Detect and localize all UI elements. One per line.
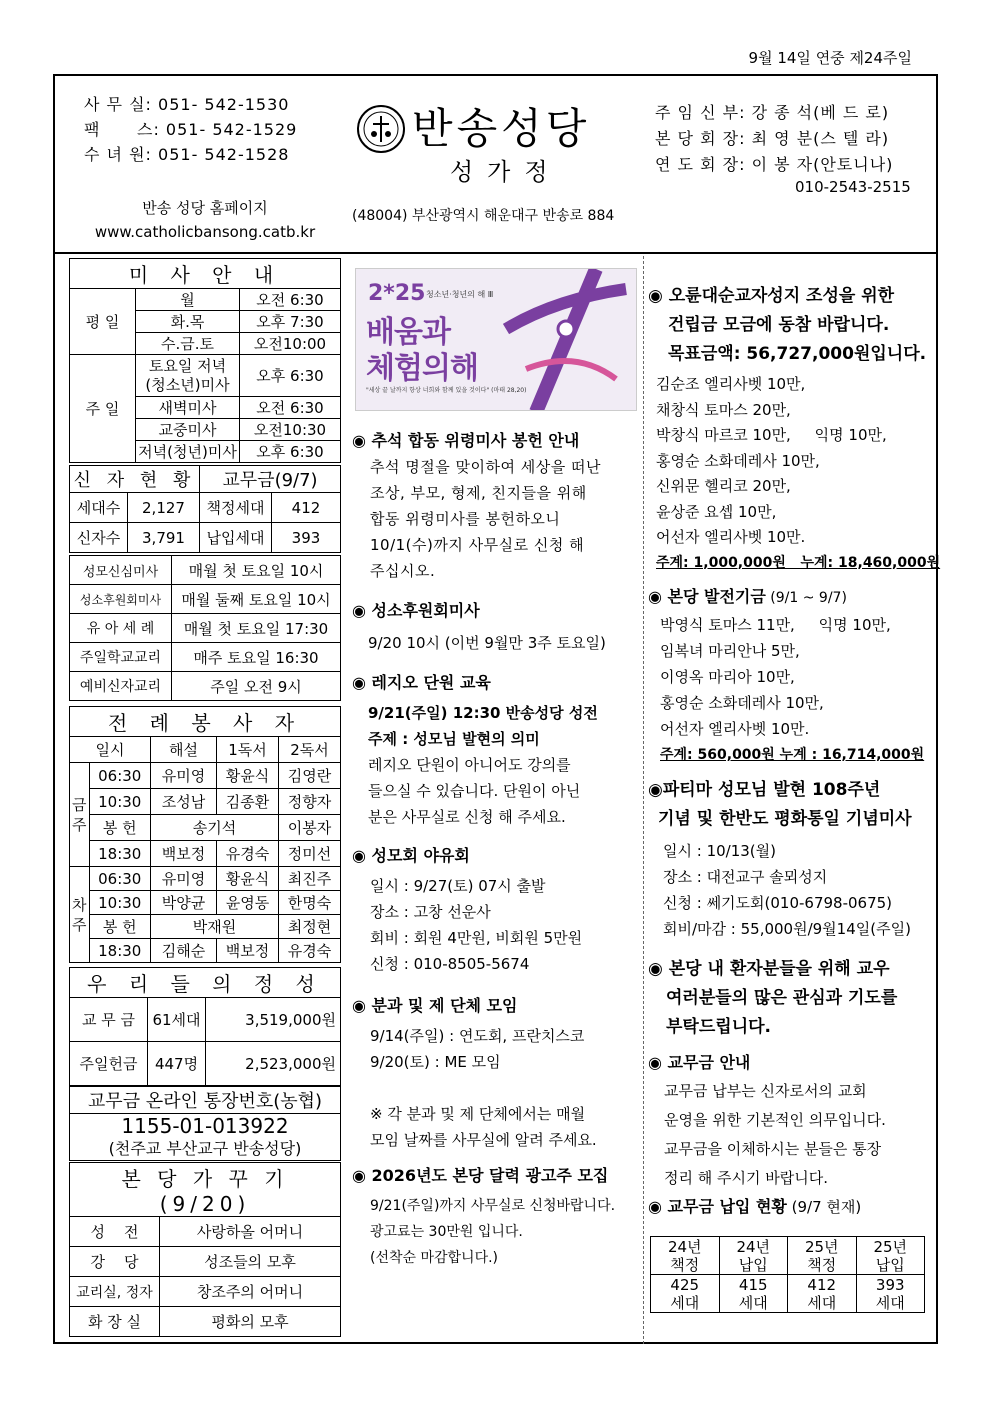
offering-count: 61세대 [148, 998, 206, 1042]
server-name: 박양균 [151, 891, 217, 915]
notice-body: 교무금 납부는 신자로서의 교회 운영을 위한 기본적인 의무입니다. 교무금을 이체하시는 분들은 통장 정리 해 주시기 바랍니다. [664, 1082, 886, 1187]
members-value: 412 [272, 493, 341, 523]
mass-title: 미 사 안 내 [70, 259, 341, 289]
server-name: 정향자 [279, 789, 341, 815]
notice-head: ◉ 본당 발전기금 [648, 587, 766, 606]
notice-head: ◉ 교무금 납입 현황 [648, 1197, 787, 1216]
week-label: 금 주 [70, 763, 90, 867]
notice-martyr-shrine [648, 282, 934, 369]
parish-title: 반송성당 [412, 104, 591, 153]
contact-fax: 팩 스: 051- 542-1529 [84, 120, 298, 139]
members-label: 세대수 [70, 493, 128, 523]
server-name: 유미영 [151, 763, 217, 789]
homepage-url[interactable]: www.catholicbansong.catb.kr [94, 223, 316, 241]
notice-head: ◉ 2026년도 본당 달력 광고주 모집 [352, 1166, 609, 1185]
staff-phone: 010-2543-2515 [795, 178, 911, 196]
server-time: 10:30 [89, 891, 151, 915]
servers-header: 1독서 [217, 737, 279, 763]
mass-day: 새벽미사 [136, 397, 240, 419]
server-name: 유미영 [151, 867, 217, 891]
schedule-name: 성소후원회미사 [70, 585, 172, 614]
mass-time: 오후 7:30 [240, 311, 341, 333]
dues-title: 교무금(9/7) [200, 466, 341, 493]
server-name: 최정현 [279, 915, 341, 939]
mass-day: 화.목 [136, 311, 240, 333]
notice-head: 건립금 모금에 동참 바랍니다. [668, 315, 890, 335]
dues-status-header: 24년 납입 [719, 1237, 788, 1275]
notice-body: 추석 명절을 맞이하여 세상을 떠난 조상, 부모, 형제, 친지들을 위해 합동 위령미사를 봉헌하오니 10/1(수)까지 사무실로 신청 해 주십시오. [370, 458, 601, 580]
members-value: 3,791 [128, 523, 200, 553]
offering-name: 주일헌금 [70, 1042, 148, 1086]
notice-vocation [352, 598, 638, 656]
notice-body: 9/20 10시 (이번 9월만 3주 토요일) [368, 634, 606, 652]
servers-header: 해설 [151, 737, 217, 763]
dev-total: 주계: 560,000원 누계 : 16,714,000원 [660, 747, 925, 763]
banner-footer: "세상 끝 날까지 항상 너희와 함께 있을 것이다" (마태 28,20) [366, 387, 527, 394]
notice-head: ◉ 성소후원회미사 [352, 601, 480, 620]
server-time: 18:30 [89, 841, 151, 867]
mass-time: 오전 6:30 [240, 289, 341, 311]
bank-holder: (천주교 부산교구 반송성당) [70, 1138, 341, 1161]
members-label: 납입세대 [200, 523, 272, 553]
server-name: 백보정 [151, 841, 217, 867]
notice-head: ◉ 성모회 야유회 [352, 846, 470, 865]
notice-fatima [648, 776, 934, 834]
notice-dues-info [648, 1048, 934, 1193]
notice-body: 9/14(주일) : 연도회, 프란치스코 9/20(토) : ME 모임 ※ 각 분과 및 제 단체에서는 매월 모임 날짜를 사무실에 알려 주세요. [370, 1027, 597, 1149]
server-name: 정미선 [279, 841, 341, 867]
notice-body: 9/21(주일)까지 사무실로 신청바랍니다. 광고료는 30만원 입니다. (선착순 마감합니다.) [370, 1198, 616, 1266]
homepage-block [70, 196, 340, 244]
members-value: 393 [272, 523, 341, 553]
offering-name: 교 무 금 [70, 998, 148, 1042]
server-name: 이봉자 [279, 815, 341, 841]
notice-head: ◉ 교무금 안내 [648, 1053, 751, 1072]
members-table [69, 465, 341, 553]
notice-head: ◉ 추석 합동 위령미사 봉헌 안내 [352, 431, 580, 450]
decor-group: 평화의 모후 [160, 1307, 341, 1337]
server-time: 봉 헌 [89, 815, 151, 841]
schedule-when: 주일 오전 9시 [172, 672, 341, 701]
server-name: 박재원 [151, 915, 279, 939]
dues-status-table [650, 1236, 925, 1313]
server-time: 18:30 [89, 939, 151, 963]
mass-time: 오후 6:30 [240, 355, 341, 397]
notice-head: 부탁드립니다. [666, 1017, 771, 1037]
dues-status-header: 25년 납입 [856, 1237, 925, 1275]
server-name: 황윤식 [217, 867, 279, 891]
offering-table [69, 967, 341, 1086]
dues-status-header: 25년 책정 [788, 1237, 857, 1275]
server-time: 10:30 [89, 789, 151, 815]
servers-header: 일시 [70, 737, 151, 763]
members-title: 신 자 현 황 [70, 466, 200, 493]
server-name: 조성남 [151, 789, 217, 815]
mass-time: 오전10:30 [240, 419, 341, 441]
header-divider [53, 252, 938, 254]
martyr-donors: 김순조 엘리사벳 10만, 채창식 토마스 20만, 박창식 마르코 10만, 익명 10만, 홍영순 소화데레사 10만, 신위문 헬리코 20만, 윤상준 요셉 10만, 어선자 엘리사벳 10만. 주계: 1,000,000원 누계: 18,460,000원 [656, 372, 942, 576]
decor-place: 성 전 [70, 1217, 160, 1247]
server-name: 최진주 [279, 867, 341, 891]
bank-table [69, 1086, 341, 1161]
contact-convent: 수 녀 원: 051- 542-1528 [84, 145, 290, 164]
martyr-total: 주계: 1,000,000원 누계: 18,460,000원 [656, 554, 941, 571]
banner-small: 청소년·청년의 해 Ⅲ [426, 290, 494, 299]
staff-president: 본 당 회 장: 최 영 분(스 텔 라) [655, 129, 890, 148]
banner-line2: 체험의해 [366, 351, 478, 386]
notice-head: ◉파티마 성모님 발현 108주년 [648, 780, 881, 800]
server-name: 송기석 [151, 815, 279, 841]
members-value: 2,127 [128, 493, 200, 523]
staff-list [655, 100, 935, 178]
banner-line1: 배움과 [366, 315, 450, 350]
notice-calendar [352, 1163, 638, 1271]
notice-legio [352, 670, 638, 830]
bank-number: 1155-01-013922 [70, 1114, 341, 1139]
dues-status-value: 425 세대 [651, 1275, 720, 1313]
mass-day: 토요일 저녁 (청소년)미사 [136, 355, 240, 397]
bank-title: 교무금 온라인 통장번호(농협) [70, 1087, 341, 1114]
contact-office: 사 무 실: 051- 542-1530 [84, 95, 290, 114]
dues-status-header: 24년 책정 [651, 1237, 720, 1275]
mass-table [69, 258, 341, 463]
parish-address: (48004) 부산광역시 해운대구 반송로 884 [352, 208, 615, 224]
notice-chuseok [352, 428, 638, 584]
server-time: 06:30 [89, 867, 151, 891]
notice-dues-status: ◉ 교무금 납입 현황 (9/7 현재) [648, 1197, 862, 1216]
decor-table [69, 1162, 341, 1337]
server-name: 김영란 [279, 763, 341, 789]
server-name: 김종환 [217, 789, 279, 815]
contact-list [84, 92, 324, 167]
server-name: 한명숙 [279, 891, 341, 915]
dues-status-value: 415 세대 [719, 1275, 788, 1313]
staff-yeondo: 연 도 회 장: 이 봉 자(안토니나) [655, 155, 894, 174]
sunday-label: 주 일 [70, 355, 136, 463]
dues-status-value: 393 세대 [856, 1275, 925, 1313]
server-name: 유경숙 [279, 939, 341, 963]
notice-mothers [352, 843, 638, 977]
date-line: 9월 14일 연중 제24주일 [748, 49, 912, 67]
homepage-label: 반송 성당 홈페이지 [142, 199, 268, 217]
mass-day: 저녁(청년)미사 [136, 441, 240, 463]
staff-pastor: 주 임 신 부: 강 종 석(베 드 로) [655, 103, 890, 122]
parish-subtitle: 성가정 [450, 158, 562, 186]
server-name: 황윤식 [217, 763, 279, 789]
mass-time: 오전 6:30 [240, 397, 341, 419]
decor-group: 사랑하올 어머니 [160, 1217, 341, 1247]
notice-head: 목표금액: 56,727,000원입니다. [668, 344, 927, 364]
weekday-label: 평 일 [70, 289, 136, 355]
decor-place: 화 장 실 [70, 1307, 160, 1337]
server-name: 김해순 [151, 939, 217, 963]
schedule-name: 예비신자교리 [70, 672, 172, 701]
fatima-body: 일시 : 10/13(월) 장소 : 대전교구 솔뫼성지 신청 : 쎄기도회(010-6798-0675) 회비/마감 : 55,000원/9월14일(주일) [663, 842, 911, 938]
week-label: 차 주 [70, 867, 90, 963]
schedule-name: 유 아 세 례 [70, 614, 172, 643]
notice-head: ◉ 분과 및 제 단체 모임 [352, 996, 518, 1015]
schedule-when: 매월 첫 토요일 10시 [172, 556, 341, 585]
notice-head: ◉ 레지오 단원 교육 [352, 673, 491, 692]
offering-amount: 2,523,000원 [206, 1042, 341, 1086]
mass-day: 수.금.토 [136, 333, 240, 355]
youth-year-banner [355, 268, 637, 411]
schedule-when: 매월 둘째 토요일 10시 [172, 585, 341, 614]
banner-year: 2*25 [368, 281, 426, 306]
notice-development-fund: ◉ 본당 발전기금 (9/1 ~ 9/7) [648, 587, 847, 606]
servers-header: 2독서 [279, 737, 341, 763]
mass-day: 월 [136, 289, 240, 311]
decor-group: 성조들의 모후 [160, 1247, 341, 1277]
notice-head: 여러분들의 많은 관심과 기도를 [666, 988, 898, 1008]
server-name: 유경숙 [217, 841, 279, 867]
notice-head: ◉ 본당 내 환자분들을 위해 교우 [648, 959, 890, 979]
schedule-when: 매월 첫 토요일 17:30 [172, 614, 341, 643]
offering-amount: 3,519,000원 [206, 998, 341, 1042]
schedule-table [69, 555, 341, 701]
decor-place: 교리실, 정자 [70, 1277, 160, 1307]
column-divider [643, 256, 644, 1344]
members-label: 신자수 [70, 523, 128, 553]
members-label: 책정세대 [200, 493, 272, 523]
servers-table [69, 706, 341, 963]
notice-body: 9/21(주일) 12:30 반송성당 성전 주제 : 성모님 발현의 의미 레지오 단원이 아니어도 강의를 들으실 수 있습니다. 단원이 아닌 분은 사무실로 신청 해 주세요. [368, 704, 598, 826]
schedule-when: 매주 토요일 16:30 [172, 643, 341, 672]
servers-title: 전 례 봉 사 자 [70, 707, 341, 737]
decor-place: 강 당 [70, 1247, 160, 1277]
notice-patients [648, 955, 934, 1042]
parish-logo-icon [356, 104, 406, 154]
server-name: 윤영동 [217, 891, 279, 915]
mass-time: 오전10:00 [240, 333, 341, 355]
decor-group: 창조주의 어머니 [160, 1277, 341, 1307]
dues-status-value: 412 세대 [788, 1275, 857, 1313]
offering-count: 447명 [148, 1042, 206, 1086]
notice-head: 기념 및 한반도 평화통일 기념미사 [658, 809, 912, 829]
decor-title: 본 당 가 꾸 기 (9/20) [70, 1163, 341, 1217]
notice-body: 일시 : 9/27(토) 07시 출발 장소 : 고창 선운사 회비 : 회원 4만원, 비회원 5만원 신청 : 010-8505-5674 [370, 877, 583, 973]
schedule-name: 성모신심미사 [70, 556, 172, 585]
server-time: 봉 헌 [89, 915, 151, 939]
dev-donors: 박영식 토마스 11만, 익명 10만, 임복녀 마리안나 5만, 이영옥 마리아 10만, 홍영순 소화데레사 10만, 어선자 엘리사벳 10만. 주계: 560,000원 누계 : 16,714,000원 [660, 612, 946, 768]
schedule-name: 주일학교교리 [70, 643, 172, 672]
mass-time: 오후 6:30 [240, 441, 341, 463]
notice-groups [352, 993, 638, 1153]
server-name: 백보정 [217, 939, 279, 963]
notice-head: ◉ 오륜대순교자성지 조성을 위한 [648, 286, 895, 306]
mass-day: 교중미사 [136, 419, 240, 441]
server-time: 06:30 [89, 763, 151, 789]
offering-title: 우 리 들 의 정 성 [70, 968, 341, 998]
